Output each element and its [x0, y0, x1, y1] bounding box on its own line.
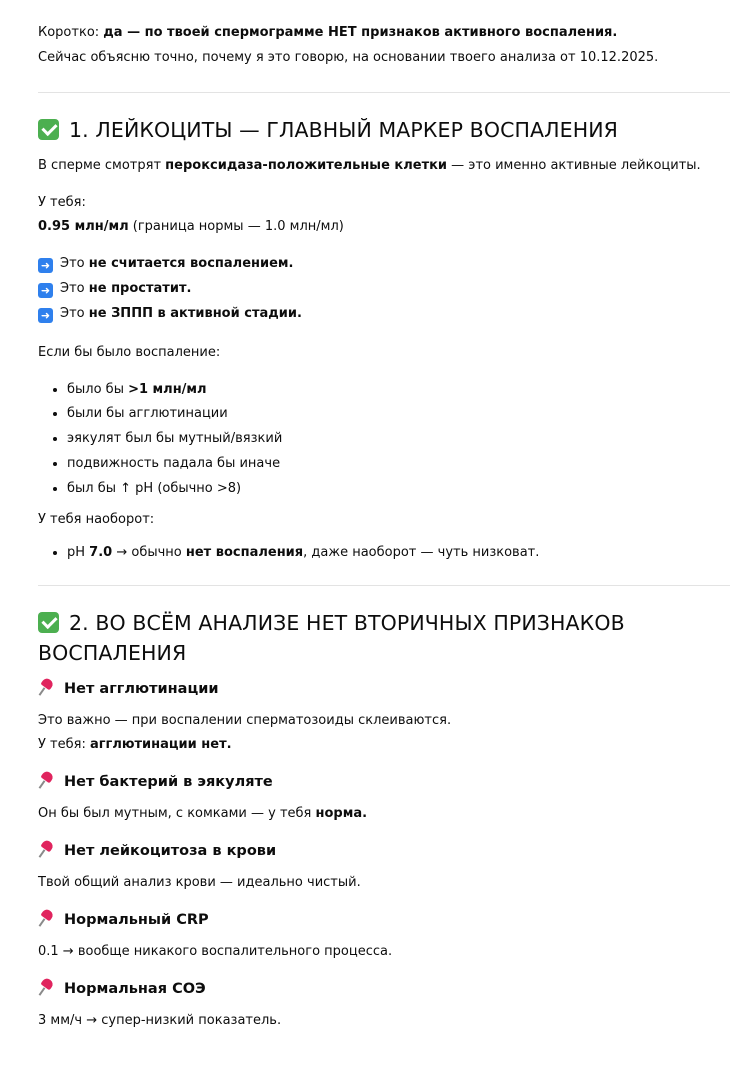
intro-line-1: [38, 24, 730, 43]
pushpin-icon: [38, 678, 56, 696]
text: 3 мм/ч → супер-низкий показатель.: [38, 1012, 282, 1028]
subsection: [38, 909, 730, 962]
subsection: [38, 678, 730, 756]
intro: [38, 24, 730, 68]
list-item: • эякулят был бы мутный/вязкий: [67, 430, 730, 449]
subsection-heading: [38, 840, 730, 862]
ph-list: [38, 544, 730, 563]
divider: [38, 92, 730, 93]
bold-text: >1 млн/мл: [128, 381, 207, 397]
pushpin-icon: [38, 909, 56, 927]
arrow-item: [38, 255, 730, 274]
text: Он бы был мутным, с комками — у тебя: [38, 806, 316, 822]
list-item: • был бы ↑ pH (обычно >8): [67, 480, 730, 499]
section-1-paragraph: [38, 157, 730, 176]
opposite-label: У тебя наоборот:: [38, 511, 155, 527]
subsection-heading: [38, 678, 730, 700]
bold-text: 7.0: [89, 544, 113, 560]
intro-line-2: Сейчас объясню точно, почему я это говорю, на основании твоего анализа от 10.12.2025.: [38, 49, 659, 65]
text: — это именно активные лейкоциты.: [447, 157, 701, 173]
text: [38, 805, 730, 824]
pushpin-icon: [38, 771, 56, 789]
text: (граница нормы — 1.0 млн/мл): [128, 219, 344, 235]
text: было бы: [67, 381, 129, 397]
subsection-title: Нормальный CRP: [64, 911, 209, 928]
if-inflammation-label: Если бы было воспаление:: [38, 344, 221, 360]
subsection-title: Нормальная СОЭ: [64, 980, 206, 997]
bold-text: пероксидаза-положительные клетки: [165, 157, 448, 173]
divider: [38, 585, 730, 586]
arrow-item: [38, 305, 730, 324]
bold-text: не простатит.: [88, 281, 192, 297]
subsection-title: Нет лейкоцитоза в крови: [64, 843, 277, 860]
bold-text: нет воспаления: [185, 544, 304, 560]
bold-text: не ЗППП в активной стадии.: [88, 305, 302, 321]
subsection-title: Нет бактерий в эякуляте: [64, 774, 273, 791]
section-1-title: 1. ЛЕЙКОЦИТЫ — ГЛАВНЫЙ МАРКЕР ВОСПАЛЕНИЯ: [69, 117, 618, 142]
subsection-heading: [38, 771, 730, 793]
bold-text: не считается воспалением.: [88, 256, 294, 272]
text: 0.1 → вообще никакого воспалительного процесса.: [38, 943, 393, 959]
section-2-title: 2. ВО ВСЁМ АНАЛИЗЕ НЕТ ВТОРИЧНЫХ ПРИЗНАКОВ: [69, 610, 625, 635]
text: Это: [60, 305, 89, 321]
text: [38, 736, 730, 755]
text: → обычно: [112, 544, 186, 560]
list-item: [67, 381, 730, 400]
text: , даже наоборот — чуть низковат.: [303, 544, 540, 560]
pushpin-icon: [38, 840, 56, 858]
check-mark-icon: [38, 612, 59, 633]
bold-text: норма.: [315, 806, 368, 822]
text: Это важно — при воспалении сперматозоиды склеиваются.: [38, 712, 452, 728]
list-item: • подвижность падала бы иначе: [67, 455, 730, 474]
text: У тебя:: [38, 737, 90, 753]
right-arrow-icon: ➜: [38, 258, 53, 273]
inflammation-signs-list: [38, 381, 730, 499]
check-mark-icon: [38, 119, 59, 140]
text: В сперме смотрят: [38, 157, 166, 173]
right-arrow-icon: ➜: [38, 283, 53, 298]
intro-summary: да — по твоей спермограмме НЕТ признаков активного воспаления.: [103, 25, 618, 40]
section-2-heading: [38, 608, 730, 668]
you-label: У тебя:: [38, 194, 86, 210]
section-2-title-line-2: ВОСПАЛЕНИЯ: [38, 640, 187, 665]
bold-text: агглютинации нет.: [89, 737, 232, 753]
text: Это: [60, 281, 89, 297]
list-item: • были бы агглютинации: [67, 405, 730, 424]
text: pH: [67, 544, 90, 560]
intro-prefix: Коротко:: [38, 25, 104, 40]
subsection-heading: [38, 978, 730, 1000]
subsection-heading: [38, 909, 730, 931]
value: 0.95 млн/мл: [38, 219, 129, 235]
right-arrow-icon: ➜: [38, 308, 53, 323]
subsection: [38, 978, 730, 1031]
subsection: [38, 840, 730, 893]
list-item: [67, 544, 730, 563]
leukocyte-value: [38, 218, 730, 237]
subsection: [38, 771, 730, 824]
pushpin-icon: [38, 978, 56, 996]
subsection-title: Нет агглютинации: [64, 680, 219, 697]
text: Это: [60, 256, 89, 272]
section-1-heading: [38, 115, 730, 145]
text: Твой общий анализ крови — идеально чистый.: [38, 875, 361, 891]
arrow-item: [38, 280, 730, 299]
